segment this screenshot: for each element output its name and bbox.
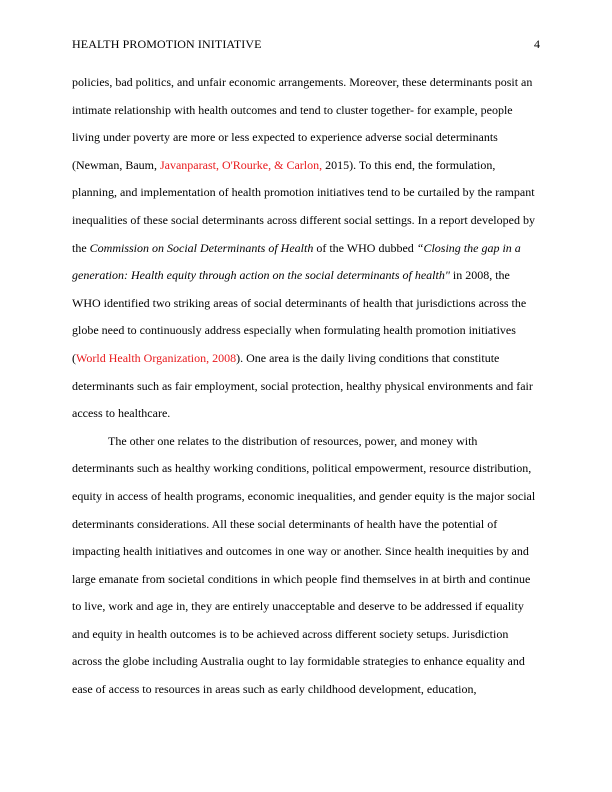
- text-line: globe need to continuously address especially when formulating health promotion initiatives: [72, 323, 516, 338]
- text-segment: 2015). To this end, the formulation,: [325, 157, 496, 172]
- citation-who: World Health Organization, 2008: [76, 350, 237, 365]
- report-title-start: “Closing the gap in a: [416, 240, 521, 255]
- text-line: [72, 235, 540, 263]
- text-line: ease of access to resources in areas such as early childhood development, education,: [72, 682, 477, 697]
- text-line: determinants such as healthy working conditions, political empowerment, resource distribution,: [72, 461, 532, 476]
- paragraph-1: [72, 69, 540, 428]
- text-line: large emanate from societal conditions in which people find themselves in at birth and continue: [72, 571, 531, 586]
- text-line: [72, 152, 540, 180]
- text-segment: (: [72, 350, 76, 365]
- text-line: access to healthcare.: [72, 406, 171, 421]
- document-body: [72, 69, 540, 704]
- text-segment: in 2008, the: [449, 268, 510, 283]
- text-line: equity in access of health programs, economic inequalities, and gender equity is the major social: [72, 488, 536, 503]
- paragraph-2: [72, 428, 540, 704]
- report-title-end: generation: Health equity through action on the social determinants of health": [72, 268, 450, 283]
- text-segment: ). One area is the daily living conditions that constitute: [236, 350, 500, 365]
- text-line: living under poverty are more or less expected to experience adverse social determinants: [72, 130, 498, 145]
- text-line: [72, 345, 540, 373]
- page-number: 4: [534, 37, 540, 51]
- text-line: The other one relates to the distribution of resources, power, and money with: [108, 433, 478, 448]
- running-title: HEALTH PROMOTION INITIATIVE: [72, 37, 262, 51]
- text-segment: of the WHO dubbed: [313, 240, 417, 255]
- text-line: policies, bad politics, and unfair economic arrangements. Moreover, these determinants posit an: [72, 75, 533, 89]
- text-segment: (Newman, Baum,: [72, 157, 160, 172]
- text-line: planning, and implementation of health promotion initiatives tend to be curtailed by the rampant: [72, 185, 535, 200]
- text-line: across the globe including Australia ought to lay formidable strategies to enhance equality and: [72, 654, 525, 669]
- text-line: WHO identified two striking areas of social determinants of health that jurisdictions across the: [72, 295, 527, 310]
- text-line: [72, 262, 540, 290]
- text-line: impacting health initiatives and outcomes in one way or another. Since health inequities by and: [72, 544, 529, 559]
- text-segment: the: [72, 240, 90, 255]
- text-line: determinants such as fair employment, social protection, healthy physical environments and fair: [72, 378, 533, 393]
- text-line: to live, work and age in, they are entirely unacceptable and deserve to be addressed if equality: [72, 599, 524, 614]
- text-line: inequalities of these social determinants across different social settings. In a report developed by: [72, 212, 535, 227]
- text-line: intimate relationship with health outcomes and tend to cluster together- for example, people: [72, 102, 513, 117]
- citation-newman: Javanparast, O'Rourke, & Carlon,: [159, 157, 326, 172]
- text-line: and equity in health outcomes is to be achieved across different society setups. Jurisdiction: [72, 626, 509, 641]
- commission-title: Commission on Social Determinants of Health: [89, 240, 314, 255]
- text-line: determinants considerations. All these social determinants of health have the potential of: [72, 516, 498, 531]
